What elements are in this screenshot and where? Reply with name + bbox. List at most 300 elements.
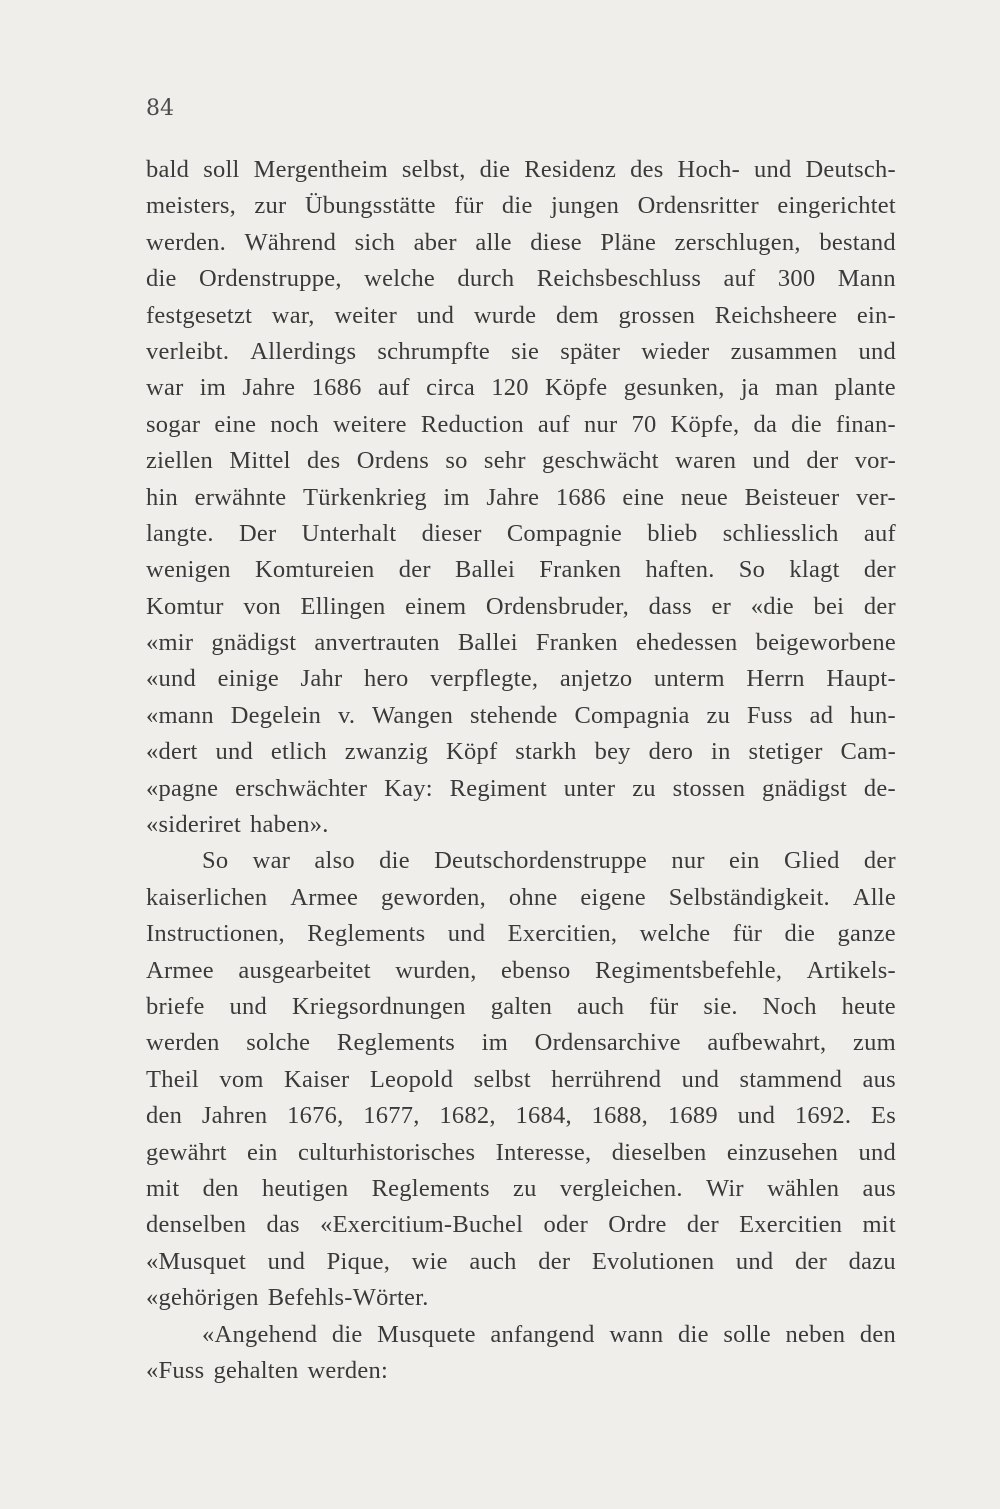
text-line [146,261,896,297]
word: neue [680,483,729,511]
word: Befehls-Wörter. [267,1284,429,1312]
word: ziellen [146,447,214,475]
word: weitere [332,410,407,438]
word: Deutschordenstruppe [434,847,648,875]
word: soll [203,156,240,183]
word: Armee [290,883,359,911]
word: der [863,556,896,584]
word: Allerdings [250,337,357,365]
word: durch [457,265,515,293]
word: denselben [146,1211,247,1239]
word: zum [853,1029,896,1057]
word: oder [543,1211,588,1239]
word: Reichsbeschluss [536,265,702,293]
text-line [146,443,896,479]
word: im [443,483,470,511]
word: der [398,556,431,584]
word: zu [706,701,731,729]
word: gnädigst [762,774,848,802]
word: auf [377,374,410,402]
word: Cam- [840,738,896,766]
word: Reglements [371,1174,490,1202]
word: Während [244,228,337,256]
word: Übungsstätte [304,192,436,220]
word: «und [146,665,196,693]
word: des [307,447,341,475]
word: haben». [250,811,329,839]
word: Köpfe [544,374,608,402]
word: sehr [483,447,526,475]
word: er [711,592,732,620]
word: unter [563,774,616,802]
word: Interesse, [495,1138,592,1166]
word: Leopold [369,1065,454,1093]
word: starkh [515,738,577,766]
word: ohne [508,883,558,911]
word: solle [723,1320,771,1348]
word: schrumpfte [377,337,491,365]
word: eine [622,483,665,511]
word: vor- [854,447,896,475]
word: das [266,1211,300,1239]
word: So [738,556,766,584]
word: ehedessen [635,629,738,657]
word: bald [146,156,190,183]
text-line [146,1098,896,1134]
word: briefe [146,992,205,1020]
word: dem [555,301,599,329]
word: stammend [739,1065,843,1093]
word: noch [270,410,319,438]
word: stetiger [748,738,823,766]
word: stossen [672,774,746,802]
word: Residenz [524,156,617,183]
word: im [481,1029,509,1057]
word: ja [740,374,760,402]
word: gewährt [146,1138,227,1166]
word: grossen [618,301,696,329]
word: die [501,192,533,220]
word: da [753,410,778,438]
word: Mergentheim [253,156,388,183]
text-line [146,1280,896,1316]
word: zusammen [730,337,838,365]
word: selbst [473,1065,531,1093]
word: wann [609,1320,664,1348]
word: und [858,337,896,365]
word: etlich [270,738,327,766]
word: verpflegte, [430,665,539,693]
word: erschwächter [235,774,368,802]
word: So [202,847,229,875]
word: anvertrauten [314,629,440,657]
word: auch [576,992,625,1020]
word: Franken [539,556,622,584]
word: unterm [653,665,725,693]
word: der [795,1247,828,1275]
word: herrührend [551,1065,662,1093]
word: finan- [835,410,896,438]
word: jungen [550,192,620,220]
word: auf [863,519,896,547]
word: Ordensritter [637,192,759,220]
word: auf [723,265,756,293]
word: zwanzig [344,738,429,766]
word: «Musquet [146,1247,246,1275]
word: ein- [856,301,896,329]
word: verleibt. [146,337,230,365]
text-line [146,843,896,879]
word: vom [219,1065,264,1093]
word: der [863,847,896,875]
word: Artikels- [806,956,896,984]
word: Reglements [336,1029,456,1057]
word: wieder [641,337,710,365]
word: des [630,156,664,183]
word: Pique, [326,1247,391,1275]
word: den [146,1102,183,1130]
word: heutigen [261,1174,349,1202]
word: Beisteuer [744,483,840,511]
word: Jahren [201,1102,268,1130]
word: langte. [146,519,214,547]
word: und [267,1247,306,1275]
word: Instructionen, [146,920,285,948]
word: Theil [146,1065,199,1093]
word: galten [490,992,553,1020]
word: Köpf [446,738,498,766]
word: «Angehend [202,1320,318,1348]
word: zur [254,192,287,220]
word: Selbständigkeit. [668,883,830,911]
text-line [146,1244,896,1280]
word: von [243,592,281,620]
word: wählen [767,1174,840,1202]
word: wurden, [395,956,477,984]
word: eigene [580,883,646,911]
word: erwähnte [194,483,287,511]
text-line [146,552,896,588]
word: so [445,447,468,475]
word: Jahre [486,483,540,511]
text-line [146,589,896,625]
word: gehalten [213,1356,299,1384]
word: Alle [852,883,896,911]
word: welche [639,920,711,948]
text-line [146,734,896,770]
word: nur [584,410,618,438]
word: Musquete [377,1320,476,1348]
word: später [560,337,621,365]
word: 70 [631,410,657,438]
word: im [199,374,227,402]
word: Ordens [356,447,430,475]
word: mit [146,1174,180,1202]
word: Armee [146,956,214,984]
word: die [146,265,177,293]
word: auf [537,410,570,438]
word: 1686 [311,374,362,402]
word: beigeworbene [755,629,896,657]
word: gesunken, [623,374,725,402]
text-line [146,480,896,516]
word: Degelein [230,701,322,729]
word: einem [405,592,467,620]
word: einzusehen [726,1138,839,1166]
text-line [146,1353,896,1389]
word: nur [671,847,705,875]
word: ganze [837,920,896,948]
word: 1682, [439,1102,496,1130]
word: dieselben [611,1138,707,1166]
word: für [649,992,679,1020]
word: Jahre [242,374,296,402]
word: gnädigst [211,629,297,657]
word: 1676, [287,1102,344,1130]
word: «sideriret [146,811,242,839]
word: sie [511,337,540,365]
word: Kaiser [284,1065,350,1093]
word: Unterhalt [301,519,397,547]
word: ein [247,1138,278,1166]
word: Ellingen [300,592,386,620]
word: in [711,738,731,766]
word: Regimentsbefehle, [594,956,783,984]
body-text [146,152,896,1389]
word: Komtur [146,592,224,620]
word: den [202,1174,239,1202]
word: welche [364,265,436,293]
word: «pagne [146,774,219,802]
word: und [858,1138,896,1166]
word: und [416,301,455,329]
word: die [479,156,511,183]
word: zerschlugen, [674,228,801,256]
text-line [146,661,896,697]
word: Es [870,1102,896,1130]
word: bei [813,592,845,620]
word: bestand [819,228,896,256]
word: hun- [850,701,896,729]
word: solche [246,1029,311,1057]
word: Reduction [420,410,524,438]
word: 1692. [794,1102,852,1130]
word: de- [863,774,896,802]
word: eingerichtet [777,192,896,220]
word: mit [862,1211,896,1239]
word: 300 [777,265,816,293]
text-line [146,625,896,661]
word: Wangen [372,701,454,729]
text-line [146,152,896,188]
word: aber [413,228,457,256]
word: circa [426,374,475,402]
text-line [146,1062,896,1098]
word: selbst, [401,156,466,183]
word: die [379,847,410,875]
word: und [735,1247,774,1275]
word: waren [675,447,737,475]
word: bey [594,738,631,766]
word: Kay: [384,774,433,802]
word: heute [841,992,896,1020]
word: kaiserlichen [146,883,268,911]
word: wenigen [146,556,231,584]
word: geschwächt [542,447,659,475]
text-line [146,370,896,406]
word: und [737,1102,776,1130]
word: weiter [334,301,398,329]
word: ebenso [501,956,571,984]
word: werden. [146,228,226,256]
word: Franken [535,629,618,657]
text-line [146,407,896,443]
word: «Fuss [146,1356,205,1384]
text-line [146,334,896,370]
word: dero [648,738,694,766]
word: zu [632,774,656,802]
word: ein [729,847,760,875]
word: Evolutionen [591,1247,715,1275]
text-line [146,225,896,261]
text-line [146,771,896,807]
word: vergleichen. [559,1174,683,1202]
word: «die [750,592,794,620]
word: Reglements [307,920,426,948]
word: diese [530,228,582,256]
word: «Exercitium-Buchel [320,1211,524,1239]
word: dieser [421,519,482,547]
word: Glied [783,847,840,875]
word: Komtureien [254,556,375,584]
word: Pläne [600,228,657,256]
word: Ballei [457,629,518,657]
word: für [732,920,763,948]
text-line [146,807,896,843]
text-line [146,989,896,1025]
word: Exercitien, [507,920,618,948]
word: Fuss [746,701,793,729]
word: hin [146,483,179,511]
word: 120 [491,374,529,402]
word: die [678,1320,709,1348]
word: alle [475,228,512,256]
word: dazu [848,1247,896,1275]
word: Noch [762,992,817,1020]
text-line [146,1317,896,1353]
word: hero [363,665,409,693]
word: v. [337,701,356,729]
word: und [681,1065,720,1093]
text-line [146,698,896,734]
word: ad [809,701,834,729]
word: auch [469,1247,517,1275]
word: Ordre [608,1211,667,1239]
word: Compagnie [506,519,623,547]
text-line [146,516,896,552]
word: Ordenstruppe, [199,265,342,293]
word: und [753,156,792,183]
word: werden: [307,1356,389,1384]
word: Jahr [300,665,343,693]
word: der [538,1247,571,1275]
word: ver- [855,483,896,511]
word: plante [834,374,896,402]
word: Hoch- [677,156,740,183]
word: Reichsheere [714,301,838,329]
word: und [752,447,791,475]
word: Compagnia [574,701,690,729]
word: klagt [789,556,840,584]
word: also [314,847,355,875]
word: sogar [146,410,201,438]
word: der [863,592,896,620]
word: culturhistorisches [298,1138,476,1166]
word: «mir [146,629,194,657]
word: der [686,1211,719,1239]
word: Ordensarchive [534,1029,681,1057]
word: ausgearbeitet [238,956,371,984]
word: Haupt- [826,665,896,693]
word: Mittel [229,447,291,475]
word: war, [271,301,315,329]
word: Herrn [746,665,805,693]
word: 1686 [555,483,606,511]
word: die [791,410,822,438]
word: neben [785,1320,846,1348]
word: und [215,738,253,766]
word: Deutsch- [805,156,896,183]
word: man [775,374,819,402]
word: aufbewahrt, [707,1029,827,1057]
word: 1684, [515,1102,572,1130]
word: wurde [473,301,537,329]
word: 1689 [667,1102,718,1130]
word: dass [648,592,692,620]
word: aus [862,1174,896,1202]
word: haften. [645,556,715,584]
word: war [252,847,291,875]
word: die [331,1320,363,1348]
word: und [229,992,268,1020]
text-line [146,1135,896,1171]
word: Ballei [454,556,515,584]
word: Exercitien [739,1211,843,1239]
word: zu [512,1174,537,1202]
word: stehende [469,701,558,729]
word: war [146,374,184,402]
word: anfangend [490,1320,595,1348]
word: sie. [703,992,738,1020]
word: den [859,1320,896,1348]
word: wie [411,1247,448,1275]
text-line [146,1207,896,1243]
word: festgesetzt [146,301,253,329]
word: «dert [146,738,198,766]
word: eine [214,410,257,438]
word: Wir [705,1174,744,1202]
word: Der [238,519,277,547]
word: Köpfe, [670,410,740,438]
word: Mann [837,265,896,293]
word: geworden, [381,883,487,911]
word: einige [217,665,279,693]
word: aus [862,1065,896,1093]
word: sich [354,228,396,256]
word: der [806,447,839,475]
word: werden [146,1029,220,1057]
text-line [146,953,896,989]
